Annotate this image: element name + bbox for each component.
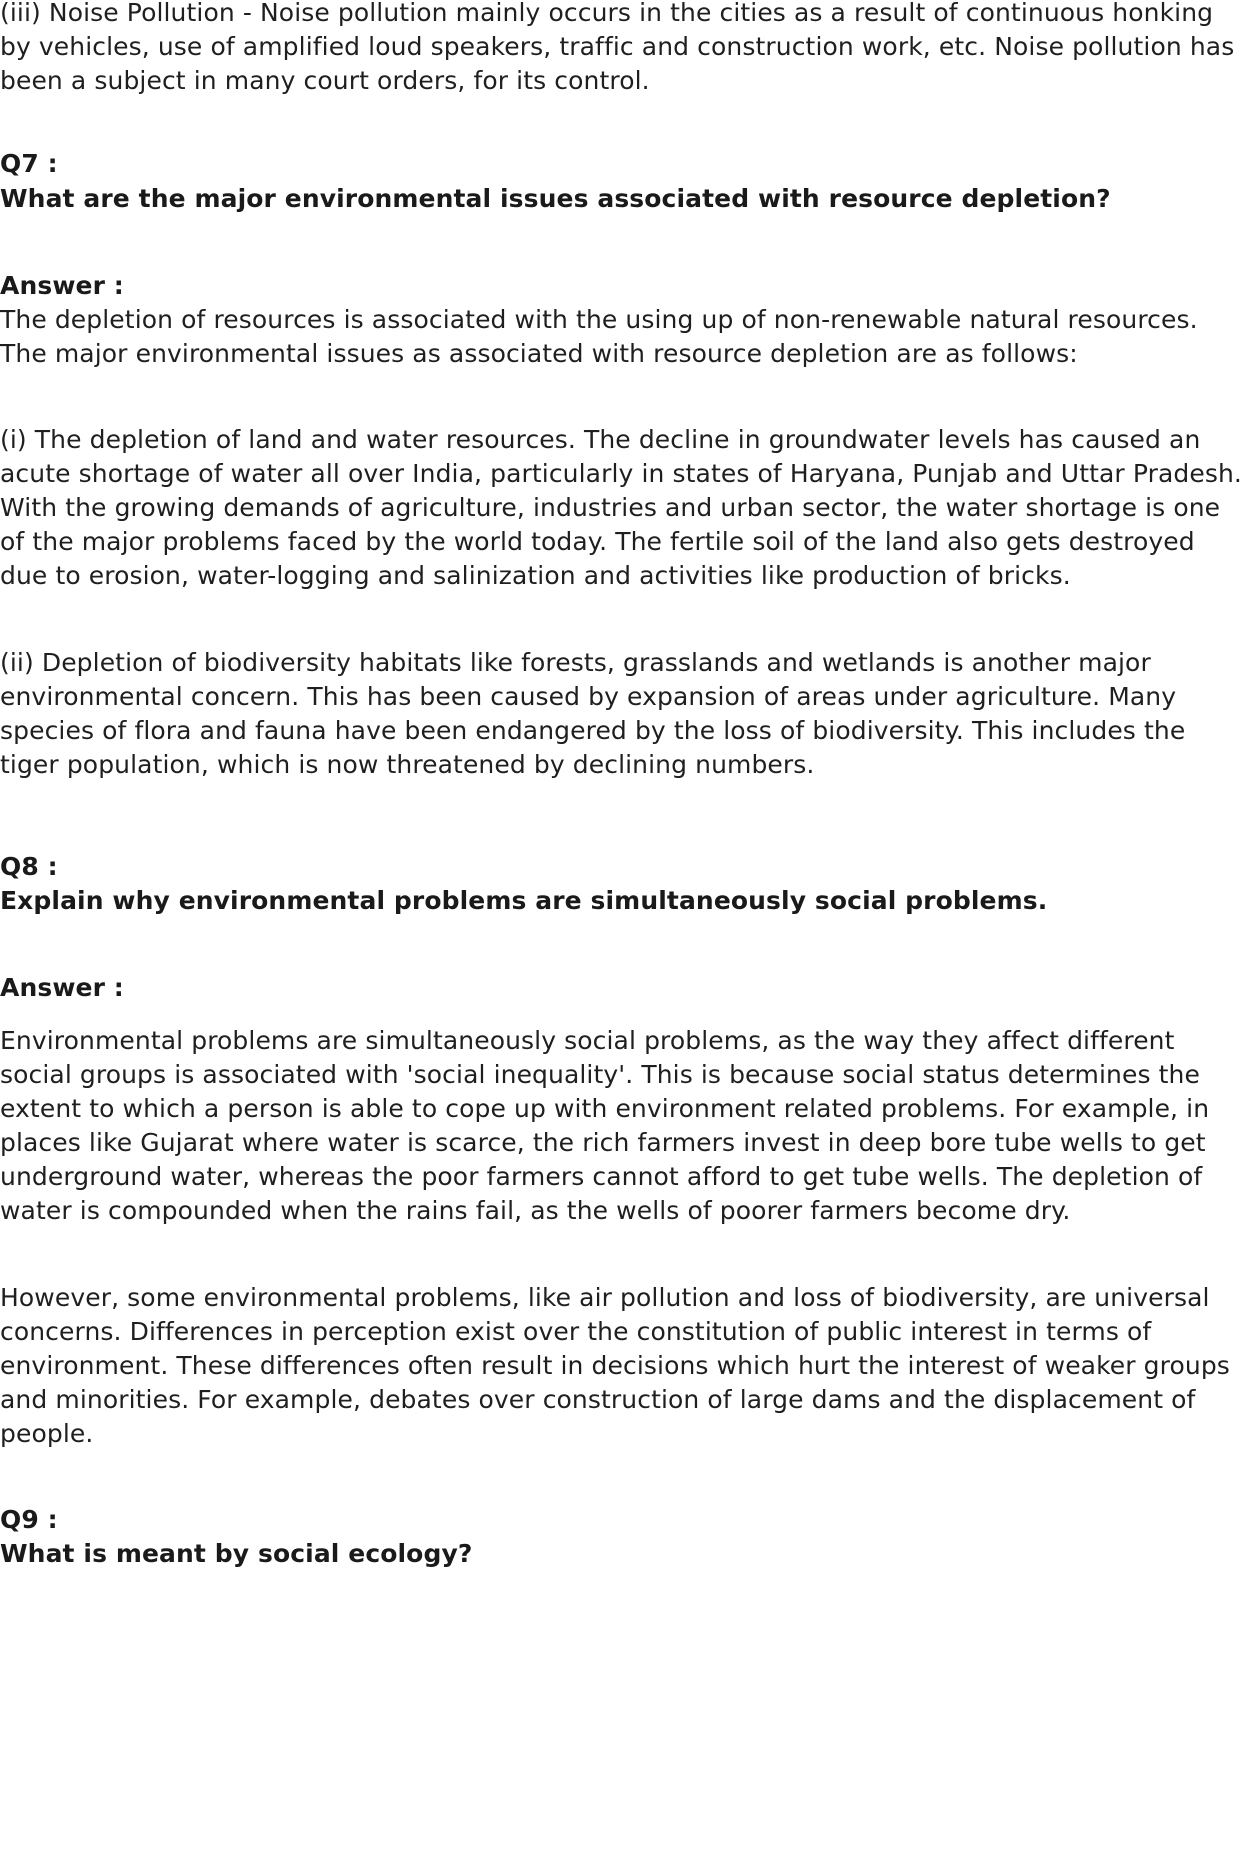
q8-label: Q8 : bbox=[0, 852, 58, 881]
noise-pollution-paragraph: (iii) Noise Pollution - Noise pollution mainly occurs in the cities as a result of continuous honking by vehicles, use of amplified loud speakers, traffic and construction work, etc. Noise pollution has been a subject in many court orders, for its control. bbox=[0, 0, 1235, 95]
q7-answer-paragraph: (ii) Depletion of biodiversity habitats like forests, grasslands and wetlands is another major environmental concern. This has been caused by expansion of areas under agriculture. Many species of flora and fauna have been endangered by the loss of biodiversity. This includes the tiger population, which is now threatened by declining numbers. bbox=[0, 648, 1186, 779]
q8-answer-paragraph: Environmental problems are simultaneously social problems, as the way they affect different social groups is associated with 'social inequality'. This is because social status determines the extent to which a person is able to cope up with environment related problems. For example, in places like Gujarat where water is scarce, the rich farmers invest in deep bore tube wells to get underground water, whereas the poor farmers cannot afford to get tube wells. The depletion of water is compounded when the rains fail, as the wells of poorer farmers become dry. bbox=[0, 1026, 1210, 1225]
q8-question: Explain why environmental problems are simultaneously social problems. bbox=[0, 886, 1048, 915]
q7-label: Q7 : bbox=[0, 149, 58, 178]
q8-answer-label: Answer : bbox=[0, 973, 124, 1002]
q9-question: What is meant by social ecology? bbox=[0, 1539, 473, 1568]
q7-answer-label: Answer : bbox=[0, 271, 124, 300]
q9-label: Q9 : bbox=[0, 1505, 58, 1534]
q7-question: What are the major environmental issues associated with resource depletion? bbox=[0, 184, 1111, 213]
q7-answer-paragraph: The depletion of resources is associated with the using up of non-renewable natural resources. The major environmental issues as associated with resource depletion are as follows: bbox=[0, 305, 1198, 368]
q7-answer-paragraph: (i) The depletion of land and water resources. The decline in groundwater levels has caused an acute shortage of water all over India, particularly in states of Haryana, Punjab and Uttar Pradesh. With the growing demands of agriculture, industries and urban sector, the water shortage is one of the major problems faced by the world today. The fertile soil of the land also gets destroyed due to erosion, water-logging and salinization and activities like production of bricks. bbox=[0, 425, 1242, 590]
q8-answer-paragraph: However, some environmental problems, like air pollution and loss of biodiversity, are universal concerns. Differences in perception exist over the constitution of public interest in terms of environment. These differences often result in decisions which hurt the interest of weaker groups and minorities. For example, debates over construction of large dams and the displacement of people. bbox=[0, 1283, 1230, 1448]
